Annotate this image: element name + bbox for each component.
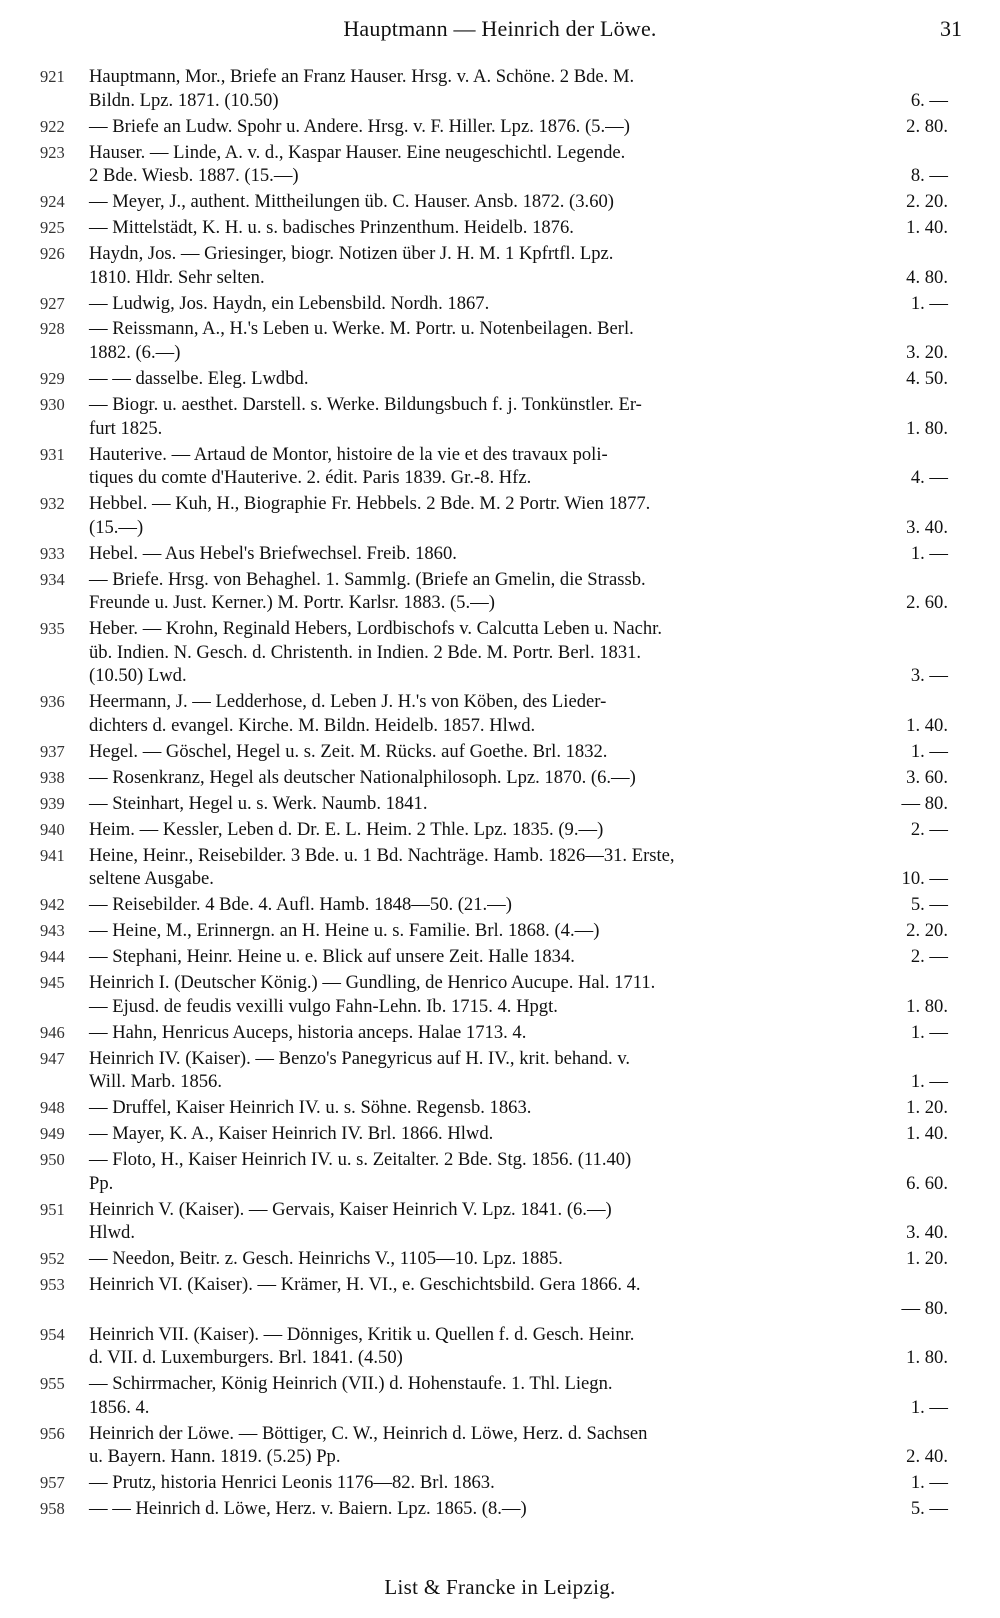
entry-price: 10. — [901,868,948,890]
entry-text: Heermann, J. — Ledderhose, d. Leben J. H.'s von Köben, des Lieder- [89,691,607,713]
entry-text: — Meyer, J., authent. Mittheilungen üb. C. Hauser. Ansb. 1872. (3.60) [89,191,614,213]
entry-text: Heim. — Kessler, Leben d. Dr. E. L. Heim. 2 Thle. Lpz. 1835. (9.—) [89,818,604,840]
entry-number: 947 [40,1048,65,1068]
catalog-entry [0,1471,1000,1495]
entry-line [0,714,1000,738]
catalog-entry [0,542,1000,566]
entry-line [0,242,1000,266]
entry-number: 926 [40,243,65,263]
catalog-entry [0,1323,1000,1370]
entry-number: 933 [40,543,65,563]
entry-number: 928 [40,319,65,339]
entry-price: 1. 40. [906,217,948,238]
entry-price: 2. 60. [906,592,948,614]
catalog-entry [0,317,1000,364]
entry-text: — Ejusd. de feudis vexilli vulgo Fahn-Lehn. Ib. 1715. 4. Hpgt. [89,995,558,1017]
catalog-entry [0,1247,1000,1271]
entry-text: — Prutz, historia Henrici Leonis 1176—82. Brl. 1863. [89,1472,495,1494]
entry-price: 1. 80. [906,1347,948,1369]
entry-price: 8. — [910,165,948,187]
entry-price: 1. — [910,1472,948,1494]
entry-number: 941 [40,845,65,865]
entry-text: Hebbel. — Kuh, H., Biographie Fr. Hebbels. 2 Bde. M. 2 Portr. Wien 1877. [89,493,651,515]
entry-price: 3. 60. [906,766,948,788]
catalog-entry [0,492,1000,539]
entry-text: Hlwd. [89,1222,135,1244]
entry-price: 2. 20. [906,920,948,942]
entry-text: — Rosenkranz, Hegel als deutscher Nationalphilosoph. Lpz. 1870. (6.—) [89,766,636,788]
entry-number: 953 [40,1275,65,1294]
entry-number: 931 [40,444,65,464]
entry-number: 935 [40,619,65,639]
entry-text: d. VII. d. Luxemburgers. Brl. 1841. (4.50) [89,1347,403,1369]
entry-number: 950 [40,1149,65,1169]
entry-price: — 80. [901,1297,948,1319]
publisher-imprint: List & Francke in Leipzig. [384,1575,616,1599]
entry-text: — Reisebilder. 4 Bde. 4. Aufl. Hamb. 1848—50. (21.—) [89,894,512,916]
entry-text: Freunde u. Just. Kerner.) M. Portr. Karlsr. 1883. (5.—) [89,592,495,614]
entry-number: 944 [40,947,65,967]
catalog-entry [0,893,1000,917]
entry-number: 929 [40,369,65,388]
entry-line [0,1172,1000,1196]
catalog-entry [0,766,1000,790]
entry-text: — Floto, H., Kaiser Heinrich IV. u. s. Zeitalter. 2 Bde. Stg. 1856. (11.40) [89,1148,632,1170]
entry-line [0,164,1000,188]
catalog-entry [0,141,1000,188]
entry-number: 952 [40,1249,65,1269]
entry-price: 1. 40. [906,714,948,736]
entry-price: 1. 80. [906,995,948,1017]
entry-number: 939 [40,793,65,813]
entry-price: 1. — [910,740,948,762]
entry-text: — Hahn, Henricus Auceps, historia anceps. Halae 1713. 4. [89,1021,527,1043]
entry-price: 5. — [910,894,948,916]
entry-line [0,690,1000,714]
catalog-entry [0,242,1000,289]
entry-line [0,995,1000,1019]
entry-text: 1810. Hldr. Sehr selten. [89,266,265,288]
entry-price: 1. 20. [906,1248,948,1270]
entry-line [0,1445,1000,1469]
entry-line [0,664,1000,688]
entry-text: Will. Marb. 1856. [89,1071,223,1093]
entry-number: 958 [40,1499,65,1519]
entry-number: 948 [40,1098,65,1118]
entry-number: 938 [40,767,65,787]
entry-line [0,492,1000,516]
catalog-entry [0,1497,1000,1521]
entry-price: 2. — [910,818,948,840]
entry-line [0,1096,1000,1120]
catalog-entry [0,740,1000,764]
entry-number: 934 [40,569,65,589]
entry-text: üb. Indien. N. Gesch. d. Christenth. in Indien. 2 Bde. M. Portr. Berl. 1831. [89,641,642,663]
entry-line [0,1372,1000,1396]
catalog-entry [0,1372,1000,1419]
entry-text: — Briefe. Hrsg. von Behaghel. 1. Sammlg. (Briefe an Gmelin, die Strassb. [89,568,646,590]
entry-line [0,1070,1000,1094]
entry-line [0,867,1000,891]
catalog-entry [0,216,1000,240]
entry-text: (10.50) Lwd. [89,665,187,687]
entry-price: 2. 40. [906,1446,948,1468]
entry-text: — Biogr. u. aesthet. Darstell. s. Werke. Bildungsbuch f. j. Tonkünstler. Er- [89,393,642,415]
entry-line [0,818,1000,842]
entry-line [0,844,1000,868]
entry-price: 6. — [910,89,948,111]
entry-number: 946 [40,1022,65,1042]
entry-text: — — Heinrich d. Löwe, Herz. v. Baiern. Lpz. 1865. (8.—) [89,1498,527,1520]
entry-line [0,1497,1000,1521]
entry-text: — Ludwig, Jos. Haydn, ein Lebensbild. Nordh. 1867. [89,292,490,314]
entry-text: dichters d. evangel. Kirche. M. Bildn. Heidelb. 1857. Hlwd. [89,714,536,736]
entry-text: Heinrich V. (Kaiser). — Gervais, Kaiser Heinrich V. Lpz. 1841. (6.—) [89,1198,612,1220]
entry-text: furt 1825. [89,417,163,439]
entry-line [0,1122,1000,1146]
entry-line [0,1396,1000,1420]
entry-line [0,542,1000,566]
entry-number: 954 [40,1324,65,1344]
entry-text: Heinrich IV. (Kaiser). — Benzo's Panegyricus auf H. IV., krit. behand. v. [89,1047,631,1069]
page-header [0,16,1000,46]
entry-line [0,516,1000,540]
entry-text: Heber. — Krohn, Reginald Hebers, Lordbischofs v. Calcutta Leben u. Nachr. [89,618,662,640]
catalog-entry [0,971,1000,1018]
entry-line [0,591,1000,615]
entry-price: 1. 20. [906,1097,948,1119]
entry-line [0,317,1000,341]
entry-text: Haydn, Jos. — Griesinger, biogr. Notizen über J. H. M. 1 Kpfrtfl. Lpz. [89,242,614,264]
entry-line [0,65,1000,89]
catalog-entry [0,945,1000,969]
entry-number: 949 [40,1124,65,1143]
entry-number: 930 [40,394,65,414]
entry-price: 4. 80. [906,266,948,288]
entry-price: 3. 20. [906,342,948,364]
entry-line [0,1247,1000,1271]
catalog-entry [0,919,1000,943]
entry-line [0,1422,1000,1446]
entry-line [0,740,1000,764]
entry-text: Bildn. Lpz. 1871. (10.50) [89,89,279,111]
entry-text: Hauterive. — Artaud de Montor, histoire de la vie et des travaux poli- [89,443,608,465]
entry-text: tiques du comte d'Hauterive. 2. édit. Paris 1839. Gr.-8. Hfz. [89,467,532,489]
catalog-entry [0,190,1000,214]
entry-line [0,1297,1000,1321]
entry-text: — Mayer, K. A., Kaiser Heinrich IV. Brl. 1866. Hlwd. [89,1123,494,1144]
entry-text: Pp. [89,1172,114,1194]
entry-number: 936 [40,692,65,712]
entry-text: Heinrich VII. (Kaiser). — Dönniges, Kritik u. Quellen f. d. Gesch. Heinr. [89,1323,635,1345]
entry-price: 1. — [910,292,948,314]
catalog-entry [0,1273,1000,1320]
catalog-entry [0,1047,1000,1094]
entry-number: 921 [40,67,65,86]
entry-line [0,1273,1000,1297]
catalog-entry [0,617,1000,688]
entry-price: 4. 50. [906,368,948,389]
catalog-entry [0,844,1000,891]
catalog-entry [0,443,1000,490]
entry-line [0,190,1000,214]
entry-price: 6. 60. [906,1172,948,1194]
entry-text: Hebel. — Aus Hebel's Briefwechsel. Freib. 1860. [89,542,457,564]
catalog-entry [0,1096,1000,1120]
entry-line [0,919,1000,943]
entry-text: — Schirrmacher, König Heinrich (VII.) d. Hohenstaufe. 1. Thl. Liegn. [89,1373,613,1395]
entry-text: — Heine, M., Erinnergn. an H. Heine u. s. Familie. Brl. 1868. (4.—) [89,920,600,942]
entry-text: Hauser. — Linde, A. v. d., Kaspar Hauser. Eine neugeschichtl. Legende. [89,141,626,163]
entry-line [0,971,1000,995]
entry-number: 951 [40,1199,65,1219]
entry-line [0,1148,1000,1172]
entry-line [0,266,1000,290]
entry-number: 922 [40,116,65,136]
entry-number: 943 [40,921,65,941]
entry-number: 927 [40,293,65,313]
entry-text: (15.—) [89,516,144,538]
entry-text: — Druffel, Kaiser Heinrich IV. u. s. Söhne. Regensb. 1863. [89,1097,532,1119]
entry-line [0,141,1000,165]
catalog-entry [0,818,1000,842]
entry-number: 955 [40,1374,65,1394]
entry-line [0,292,1000,316]
entry-line [0,466,1000,490]
catalog-entry [0,792,1000,816]
catalog-entry [0,393,1000,440]
entry-price: 1. 80. [906,417,948,439]
catalog-entry [0,65,1000,112]
entry-text: — — dasselbe. Eleg. Lwdbd. [89,368,309,389]
entry-line [0,1323,1000,1347]
entry-price: 1. — [910,1396,948,1418]
catalog-entry [0,568,1000,615]
entry-price: 1. — [910,1071,948,1093]
entry-line [0,393,1000,417]
catalog-entry [0,1021,1000,1045]
entry-line [0,1198,1000,1222]
entry-text: Hegel. — Göschel, Hegel u. s. Zeit. M. Rücks. auf Goethe. Brl. 1832. [89,740,608,762]
entry-text: — Mittelstädt, K. H. u. s. badisches Prinzenthum. Heidelb. 1876. [89,217,574,238]
entry-price: 3. 40. [906,516,948,538]
entry-number: 956 [40,1423,65,1443]
entry-number: 940 [40,819,65,839]
entry-line [0,1047,1000,1071]
entry-number: 945 [40,973,65,992]
entry-price: — 80. [901,792,948,814]
entry-number: 923 [40,142,65,162]
entry-price: 2. 20. [906,191,948,213]
entry-text: seltene Ausgabe. [89,868,214,890]
entry-price: 1. 40. [906,1123,948,1144]
catalog-entry [0,1422,1000,1469]
entry-text: 1882. (6.—) [89,342,181,364]
entry-text: 1856. 4. [89,1396,150,1418]
entry-price: 2. 80. [906,115,948,137]
entry-line [0,341,1000,365]
entry-number: 957 [40,1473,65,1493]
entry-line [0,893,1000,917]
catalog-entry [0,115,1000,139]
entry-line [0,1221,1000,1245]
entry-text: — Briefe an Ludw. Spohr u. Andere. Hrsg. v. F. Hiller. Lpz. 1876. (5.—) [89,115,630,137]
entry-number: 924 [40,192,65,212]
entry-line [0,641,1000,665]
entry-text: 2 Bde. Wiesb. 1887. (15.—) [89,165,299,187]
catalog-entry [0,1148,1000,1195]
page-number: 31 [940,16,962,41]
catalog-entry [0,292,1000,316]
entry-line [0,115,1000,139]
entry-line [0,417,1000,441]
entry-price: 3. 40. [906,1222,948,1244]
entry-price: 4. — [910,467,948,489]
entry-text: Heinrich der Löwe. — Böttiger, C. W., Heinrich d. Löwe, Herz. d. Sachsen [89,1422,648,1444]
entry-line [0,1021,1000,1045]
entry-line [0,1346,1000,1370]
entry-text: Hauptmann, Mor., Briefe an Franz Hauser. Hrsg. v. A. Schöne. 2 Bde. M. [89,66,635,87]
running-title: Hauptmann — Heinrich der Löwe. [343,16,657,41]
catalog-entry [0,690,1000,737]
entry-text: — Reissmann, A., H.'s Leben u. Werke. M. Portr. u. Notenbeilagen. Berl. [89,318,634,340]
entry-number: 942 [40,895,65,915]
entry-line [0,367,1000,391]
entry-text: — Steinhart, Hegel u. s. Werk. Naumb. 1841. [89,792,428,814]
entry-line [0,1471,1000,1495]
entry-line [0,568,1000,592]
entry-line [0,443,1000,467]
entry-text: — Needon, Beitr. z. Gesch. Heinrichs V., 1105—10. Lpz. 1885. [89,1248,563,1270]
catalog-entry [0,1198,1000,1245]
entry-price: 5. — [910,1498,948,1520]
entry-price: 3. — [910,665,948,687]
entry-price: 1. — [910,1021,948,1043]
entry-price: 1. — [910,542,948,564]
entry-line [0,766,1000,790]
entry-text: u. Bayern. Hann. 1819. (5.25) Pp. [89,1446,341,1468]
entry-text: Heinrich I. (Deutscher König.) — Gundling, de Henrico Aucupe. Hal. 1711. [89,972,656,993]
entry-text: — Stephani, Heinr. Heine u. e. Blick auf unsere Zeit. Halle 1834. [89,946,575,968]
entry-line [0,945,1000,969]
entry-line [0,89,1000,113]
entry-price: 2. — [910,946,948,968]
entry-line [0,216,1000,240]
catalog-entry [0,367,1000,391]
entry-number: 932 [40,494,65,514]
entry-line [0,617,1000,641]
entry-text: Heine, Heinr., Reisebilder. 3 Bde. u. 1 Bd. Nachträge. Hamb. 1826—31. Erste, [89,844,675,866]
entry-line [0,792,1000,816]
entry-number: 925 [40,218,65,237]
entry-text: Heinrich VI. (Kaiser). — Krämer, H. VI., e. Geschichtsbild. Gera 1866. 4. [89,1274,641,1295]
entry-number: 937 [40,741,65,761]
catalog-entry [0,1122,1000,1146]
